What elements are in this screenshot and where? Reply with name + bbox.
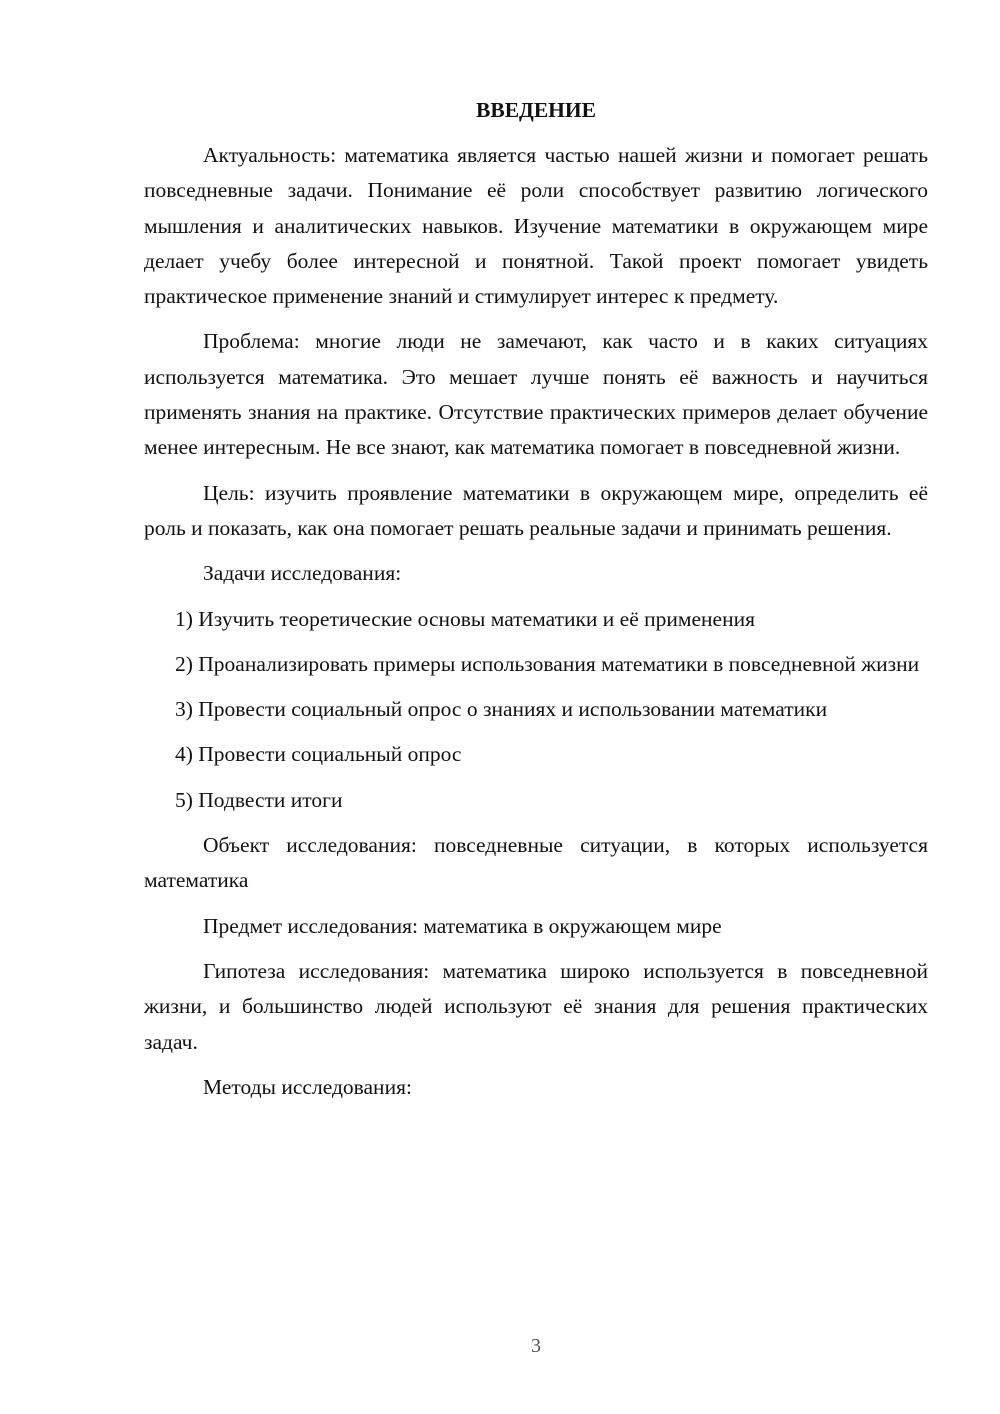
task-item-5: 5) Подвести итоги: [175, 787, 343, 812]
task-item-2: 2) Проанализировать примеры использования математики в повседневной жизни: [175, 651, 920, 676]
task-item-3: 3) Провести социальный опрос о знаниях и использовании математики: [175, 697, 828, 722]
section-heading: ВВЕДЕНИЕ: [476, 98, 596, 122]
task-item-4: 4) Провести социальный опрос: [175, 742, 462, 767]
paragraph-tasks-title: Задачи исследования:: [203, 561, 402, 586]
paragraph-object: Объект исследования: повседневные ситуации, в которых используется математика: [144, 833, 928, 893]
page-number: 3: [531, 1335, 541, 1357]
paragraph-hypothesis: Гипотеза исследования: математика широко используется в повседневной жизни, и большинство людей используют её знания для решения практических задач.: [144, 958, 928, 1054]
task-item-1: 1) Изучить теоретические основы математики и её применения: [175, 606, 755, 631]
page-content: [144, 90, 928, 1115]
paragraph-problem: Проблема: многие люди не замечают, как часто и в каких ситуациях используется математика. Это мешает лучше понять её важность и научиться применять знания на практике. Отсутствие практических примеров делает обучение менее интересным. Не все знают, как математика помогает в повседневной жизни.: [144, 329, 928, 460]
paragraph-methods: Методы исследования:: [203, 1074, 412, 1099]
paragraph-relevance: Актуальность: математика является частью нашей жизни и помогает решать повседневные задачи. Понимание её роли способствует развитию логического мышления и аналитических навыков. Изучение математики в окружающем мире делает учебу более интересной и понятной. Такой проект помогает увидеть практическое применение знаний и стимулирует интерес к предмету.: [144, 143, 928, 309]
paragraph-subject: Предмет исследования: математика в окружающем мире: [203, 913, 722, 938]
paragraph-goal: Цель: изучить проявление математики в окружающем мире, определить её роль и показать, как она помогает решать реальные задачи и принимать решения.: [144, 480, 928, 540]
